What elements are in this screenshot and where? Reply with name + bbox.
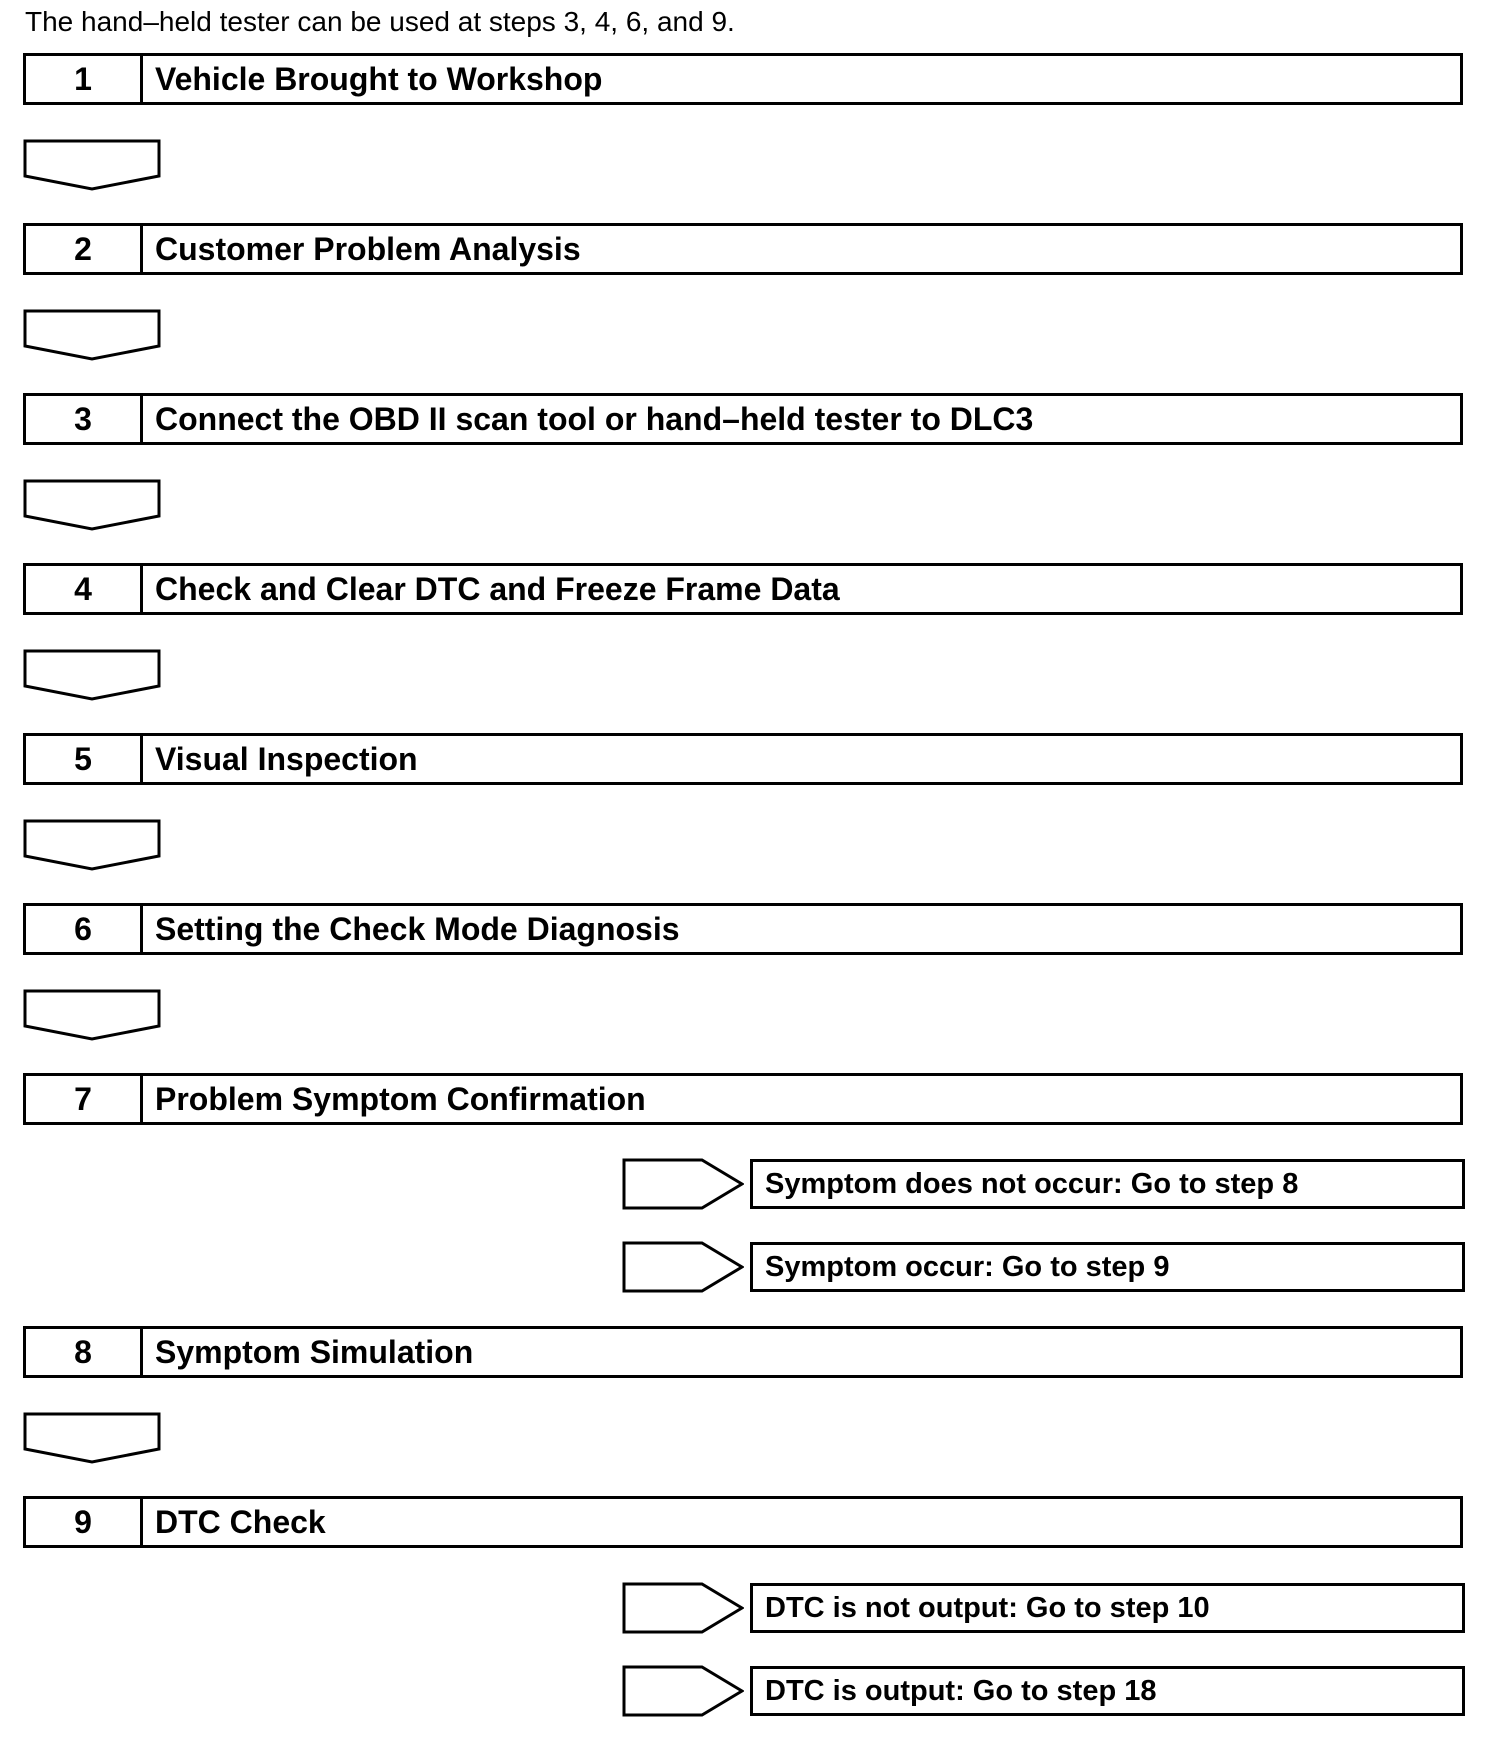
step-1-box: [23, 53, 1463, 105]
down-arrow-icon: [23, 649, 161, 701]
step-number: 6: [26, 906, 143, 952]
step-number: 8: [26, 1329, 143, 1375]
step-3-box: [23, 393, 1463, 445]
step-title: Connect the OBD II scan tool or hand–held tester to DLC3: [155, 400, 1034, 437]
step-9-box: [23, 1496, 1463, 1548]
step-title: Setting the Check Mode Diagnosis: [155, 910, 680, 947]
step-8-box: [23, 1326, 1463, 1378]
step-title: Problem Symptom Confirmation: [155, 1080, 646, 1117]
step-number: 9: [26, 1499, 143, 1545]
step-title: Customer Problem Analysis: [155, 230, 581, 267]
right-arrow-icon: [622, 1158, 744, 1210]
step-7-box: [23, 1073, 1463, 1125]
branch-symptom-not-occur: Symptom does not occur: Go to step 8: [750, 1159, 1465, 1209]
step-number: 7: [26, 1076, 143, 1122]
down-arrow-icon: [23, 479, 161, 531]
intro-text: The hand–held tester can be used at steps 3, 4, 6, and 9.: [25, 6, 735, 37]
down-arrow-icon: [23, 989, 161, 1041]
branch-symptom-occur: Symptom occur: Go to step 9: [750, 1242, 1465, 1292]
step-6-box: [23, 903, 1463, 955]
step-2-box: [23, 223, 1463, 275]
branch-dtc-output: DTC is output: Go to step 18: [750, 1666, 1465, 1716]
step-number: 2: [26, 226, 143, 272]
step-number: 5: [26, 736, 143, 782]
branch-dtc-not-output: DTC is not output: Go to step 10: [750, 1583, 1465, 1633]
step-title: Vehicle Brought to Workshop: [155, 60, 603, 97]
step-number: 4: [26, 566, 143, 612]
step-4-box: [23, 563, 1463, 615]
step-5-box: [23, 733, 1463, 785]
down-arrow-icon: [23, 309, 161, 361]
step-number: 3: [26, 396, 143, 442]
step-title: Check and Clear DTC and Freeze Frame Data: [155, 570, 840, 607]
right-arrow-icon: [622, 1582, 744, 1634]
right-arrow-icon: [622, 1241, 744, 1293]
step-title: Visual Inspection: [155, 740, 418, 777]
down-arrow-icon: [23, 819, 161, 871]
down-arrow-icon: [23, 1412, 161, 1464]
step-number: 1: [26, 56, 143, 102]
down-arrow-icon: [23, 139, 161, 191]
step-title: Symptom Simulation: [155, 1333, 474, 1370]
right-arrow-icon: [622, 1665, 744, 1717]
step-title: DTC Check: [155, 1503, 326, 1540]
